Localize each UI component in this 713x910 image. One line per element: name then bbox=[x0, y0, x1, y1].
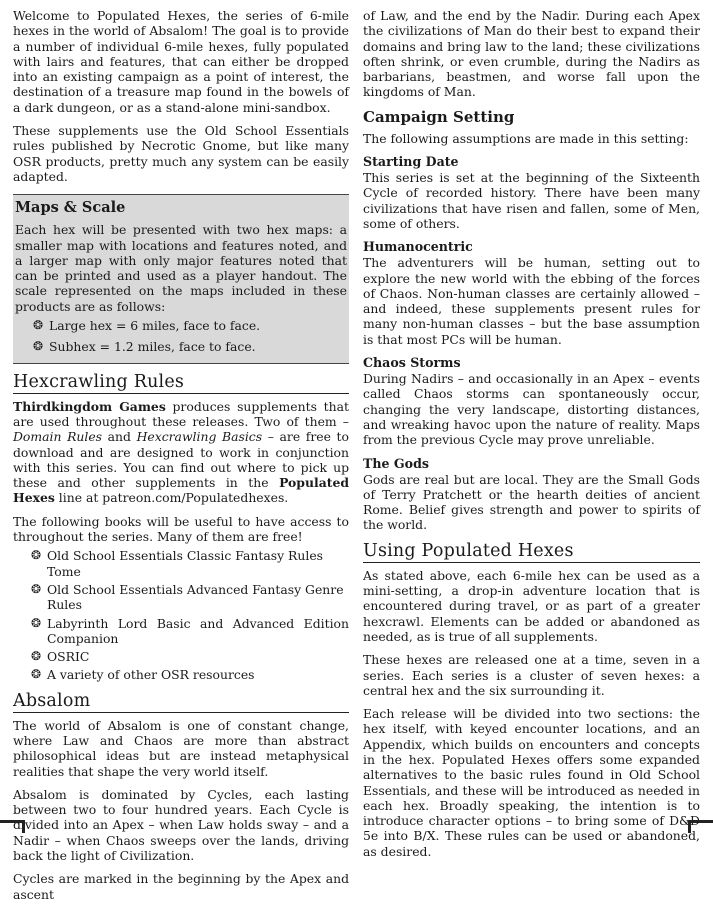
left-column bbox=[13, 8, 349, 910]
maps-scale-paragraph: Each hex will be presented with two hex maps: a smaller map with locations and features noted, and a larger map with only major features noted that can be printed and used as a player handout. The scale represented on the maps included in these products are as follows: bbox=[15, 222, 347, 314]
right-column bbox=[363, 8, 700, 867]
hexcrawling-paragraph-2: The following books will be useful to have access to throughout the series. Many of them are free! bbox=[13, 513, 349, 545]
list-item: ❂ Old School Essentials Classic Fantasy Rules Tome bbox=[31, 548, 324, 579]
list-item: ❂ A variety of other OSR resources bbox=[31, 667, 255, 683]
maps-scale-list bbox=[15, 318, 347, 355]
continued-paragraph: of Law, and the end by the Nadir. During each Apex the civilizations of Man do their best to expand their domains and bring law to the land; these civilizations often shrink, or even crumble, during the Nadirs as barbarians, beastmen, and worse fall upon the kingdoms of Man. bbox=[363, 8, 700, 100]
hexcrawling-heading: Hexcrawling Rules bbox=[13, 372, 349, 394]
flower-bullet-icon: ❂ bbox=[31, 548, 42, 563]
list-item: ❂ Old School Essentials Advanced Fantasy Genre Rules bbox=[31, 581, 344, 613]
starting-date-paragraph: This series is set at the beginning of the Sixteenth Cycle of recorded history. There have been many civilizations that have risen and fallen, some of Men, some of others. bbox=[363, 170, 700, 231]
absalom-paragraph-3: Cycles are marked in the beginning by the Apex and ascent bbox=[13, 871, 349, 902]
campaign-setting-heading: Campaign Setting bbox=[363, 107, 515, 126]
chaos-storms-heading: Chaos Storms bbox=[363, 355, 461, 371]
absalom-paragraph-2: Absalom is dominated by Cycles, each lasting between two to four hundred years. Each Cycle is divided into an Apex – when Law holds sway – and a Nadir – when Chaos sweeps over the lands, driving back the light of Civilization. bbox=[13, 786, 349, 864]
books-list bbox=[13, 548, 349, 682]
campaign-setting-paragraph: The following assumptions are made in this setting: bbox=[363, 130, 689, 146]
gods-heading: The Gods bbox=[363, 455, 429, 471]
flower-bullet-icon: ❂ bbox=[33, 339, 44, 354]
starting-date-heading: Starting Date bbox=[363, 154, 459, 170]
flower-bullet-icon: ❂ bbox=[33, 318, 44, 333]
flower-bullet-icon: ❂ bbox=[31, 615, 42, 630]
intro-paragraph-1: Welcome to Populated Hexes, the series of 6-mile hexes in the world of Absalom! The goal is to provide a number of individual 6-mile hexes, fully populated with lairs and features, that can either be dropped into an existing campaign as a point of interest, the destination of a treasure map found in the bowels of a dark dungeon, or as a stand-alone mini-sandbox. bbox=[13, 8, 349, 115]
list-item: ❂ Labyrinth Lord Basic and Advanced Edition Companion bbox=[31, 615, 349, 646]
flower-bullet-icon: ❂ bbox=[31, 649, 42, 664]
chaos-storms-paragraph: During Nadirs – and occasionally in an Apex – events called Chaos storms can spontaneously occur, changing the very landscape, distorting distances, and wreaking havoc upon the nature of reality. Maps from the previous Cycle may prove unreliable. bbox=[363, 371, 700, 448]
list-item: ❂ Large hex = 6 miles, face to face. bbox=[33, 318, 261, 334]
flower-bullet-icon: ❂ bbox=[31, 667, 42, 682]
using-paragraph-2: These hexes are released one at a time, seven in a series. Each series is a cluster of seven hexes: a central hex and the six surrounding it. bbox=[363, 652, 700, 698]
page-corner-ornament-left bbox=[0, 820, 25, 833]
using-populated-hexes-heading: Using Populated Hexes bbox=[363, 541, 700, 563]
absalom-paragraph-1: The world of Absalom is one of constant change, where Law and Chaos are more than abstract philosophical ideas but are instead metaphysical realities that shape the very world itself. bbox=[13, 717, 349, 779]
humanocentric-paragraph: The adventurers will be human, setting out to explore the new world with the ebbing of the forces of Chaos. Non-human classes are certainly allowed – and indeed, these supplements present rules for many non-human classes – but the base assumption is that most PCs will be human. bbox=[363, 255, 700, 347]
list-item: ❂ Subhex = 1.2 miles, face to face. bbox=[33, 339, 256, 355]
maps-scale-box bbox=[13, 194, 349, 363]
flower-bullet-icon: ❂ bbox=[31, 581, 42, 596]
using-paragraph-3: Each release will be divided into two sections: the hex itself, with keyed encounter locations, and an Appendix, which builds on encounters and concepts in the hex. Populated Hexes offers some expanded alternatives to the basic rules found in Old School Essentials, and these will be introduced as needed in each hex. Broadly speaking, the intention is to introduce character options – to bring some of D&D 5e into B/X. These rules can be used or abandoned, as desired. bbox=[363, 706, 700, 859]
using-paragraph-1: As stated above, each 6-mile hex can be used as a mini-setting, a drop-in adventure location that is encountered during travel, or as part of a greater hexcrawl. Elements can be added or abandoned as needed, as is true of all supplements. bbox=[363, 567, 700, 644]
humanocentric-heading: Humanocentric bbox=[363, 239, 473, 255]
gods-paragraph: Gods are real but are local. They are the Small Gods of Terry Pratchett or the hearth deities of ancient Rome. Belief gives strength and power to spirits of the world. bbox=[363, 471, 700, 533]
maps-scale-title: Maps & Scale bbox=[15, 199, 126, 217]
intro-paragraph-2: These supplements use the Old School Essentials rules published by Necrotic Gnome, but like many OSR products, pretty much any system can be easily adapted. bbox=[13, 123, 349, 184]
absalom-heading: Absalom bbox=[13, 691, 349, 713]
list-item: ❂ OSRIC bbox=[31, 649, 90, 665]
page-corner-ornament-right bbox=[688, 820, 713, 833]
hexcrawling-paragraph-1: Thirdkingdom Games produces supplements that are used throughout these releases. Two of them – Domain Rules and Hexcrawling Basics – are free to download and are designed to work in conjunction with this series. You can find out where to pick up these and other supplements in the Populated Hexes line at patreon.com/Populatedhexes. bbox=[13, 398, 349, 506]
